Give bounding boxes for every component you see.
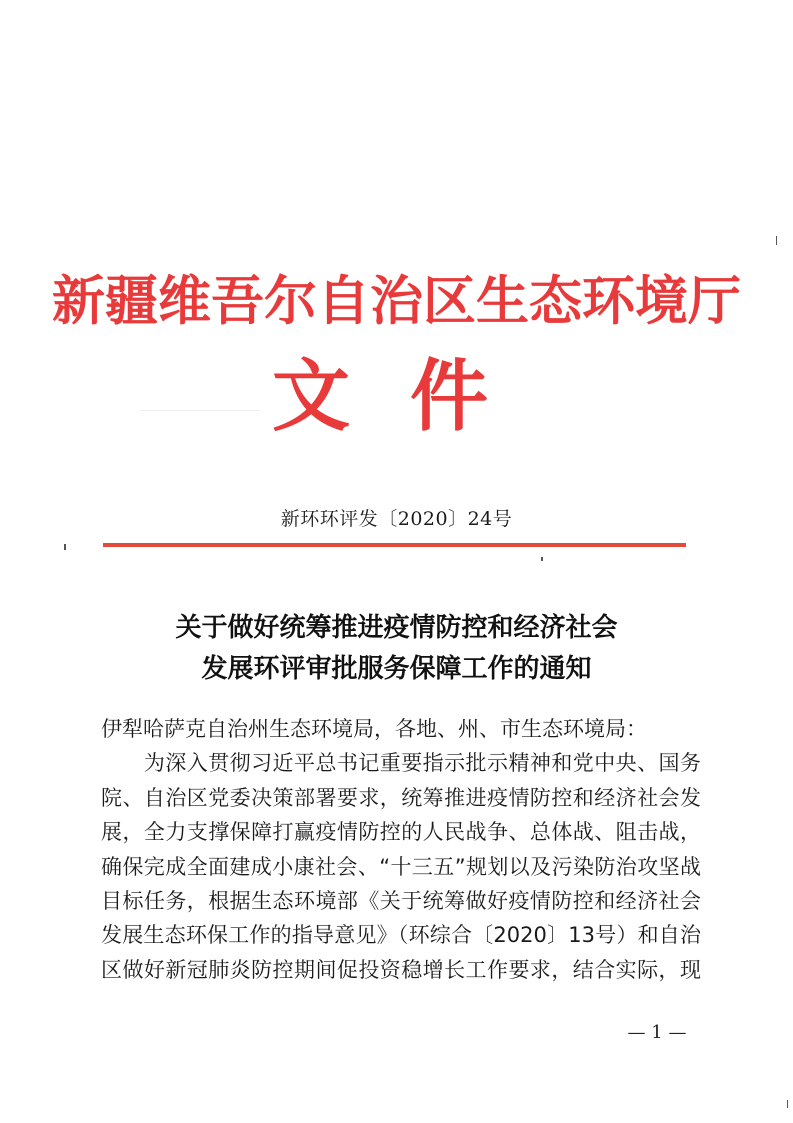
red-separator-line — [103, 543, 686, 547]
document-body — [101, 712, 701, 987]
scan-mark — [776, 236, 777, 245]
scan-mark — [787, 1100, 788, 1108]
page-number: — 1 — — [627, 1022, 687, 1043]
body-line: 院、自治区党委决策部署要求，统筹推进疫情防控和经济社会发 — [101, 785, 701, 810]
body-line: 目标任务，根据生态环境部《关于统筹做好疫情防控和经济社会 — [101, 888, 701, 913]
salutation: 伊犁哈萨克自治州生态环境局，各地、州、市生态环境局： — [101, 717, 647, 741]
body-line: 展，全力支撑保障打赢疫情防控的人民战争、总体战、阻击战， — [101, 820, 701, 845]
document-title — [0, 608, 793, 690]
scan-mark — [541, 557, 543, 561]
scan-line — [140, 410, 260, 411]
title-line: 发展环评审批服务保障工作的通知 — [201, 654, 592, 684]
body-line: 发展生态环保工作的指导意见》（环综合〔2020〕13号）和自治 — [101, 923, 701, 948]
body-line: 为深入贯彻习近平总书记重要指示批示精神和党中央、国务 — [101, 751, 701, 776]
scan-mark — [64, 544, 66, 550]
body-line: 确保完成全面建成小康社会、“十三五”规划以及污染防治攻坚战 — [101, 854, 701, 879]
document-number: 新环环评发〔2020〕24号 — [280, 508, 513, 530]
document-type-label: 文件 — [271, 351, 548, 442]
title-line: 关于做好统筹推进疫情防控和经济社会 — [175, 613, 618, 643]
issuer-name: 新疆维吾尔自治区生态环境厅 — [52, 270, 741, 332]
body-line: 区做好新冠肺炎防控期间促投资稳增长工作要求，结合实际，现 — [101, 957, 701, 982]
